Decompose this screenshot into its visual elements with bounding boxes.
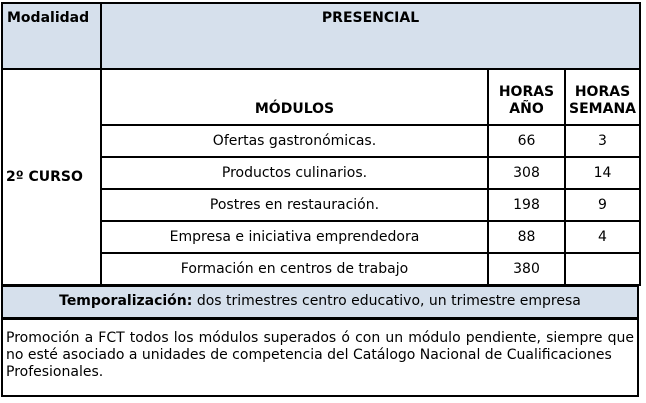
promocion-box bbox=[1, 318, 639, 397]
modulo-cell: Postres en restauración. bbox=[101, 189, 488, 221]
modulo-cell: Formación en centros de trabajo bbox=[101, 253, 488, 285]
horas-semana-cell: 4 bbox=[565, 221, 640, 253]
horas-anio-header bbox=[488, 69, 565, 125]
header-row bbox=[2, 3, 640, 69]
promocion-text: Promoción a FCT todos los módulos superados ó con un módulo pendiente, siempre que no esté asociado a unidades de competencia del Catálogo Nacional de Cualificaciones bbox=[6, 330, 634, 363]
horas-anio-cell: 380 bbox=[488, 253, 565, 285]
modulo-cell: Productos culinarios. bbox=[101, 157, 488, 189]
horas-anio-header-line2: AÑO bbox=[509, 101, 544, 117]
temporalizacion-label: Temporalización: bbox=[59, 293, 193, 309]
horas-anio-cell: 66 bbox=[488, 125, 565, 157]
column-header-row bbox=[2, 69, 640, 125]
modalidad-value: PRESENCIAL bbox=[101, 3, 640, 69]
horas-anio-header-line1: HORAS bbox=[498, 84, 555, 100]
course-label: 2º CURSO bbox=[2, 69, 101, 285]
horas-semana-header bbox=[565, 69, 640, 125]
temporalizacion-text: dos trimestres centro educativo, un trimestre empresa bbox=[192, 293, 581, 309]
modalidad-label: Modalidad bbox=[2, 3, 101, 69]
horas-anio-cell: 88 bbox=[488, 221, 565, 253]
horas-anio-cell: 308 bbox=[488, 157, 565, 189]
modulo-cell: Empresa e iniciativa emprendedora bbox=[101, 221, 488, 253]
promocion-text-last: Profesionales. bbox=[6, 364, 104, 380]
temporalizacion-row bbox=[1, 285, 639, 319]
horas-anio-cell: 198 bbox=[488, 189, 565, 221]
horas-semana-cell bbox=[565, 253, 640, 285]
horas-semana-cell: 14 bbox=[565, 157, 640, 189]
horas-semana-header-line1: HORAS bbox=[574, 84, 631, 100]
modulo-cell: Ofertas gastronómicas. bbox=[101, 125, 488, 157]
horas-semana-header-line2: SEMANA bbox=[569, 101, 636, 117]
course-table bbox=[1, 2, 641, 286]
horas-semana-cell: 3 bbox=[565, 125, 640, 157]
horas-semana-cell: 9 bbox=[565, 189, 640, 221]
modulos-header: MÓDULOS bbox=[101, 69, 488, 125]
